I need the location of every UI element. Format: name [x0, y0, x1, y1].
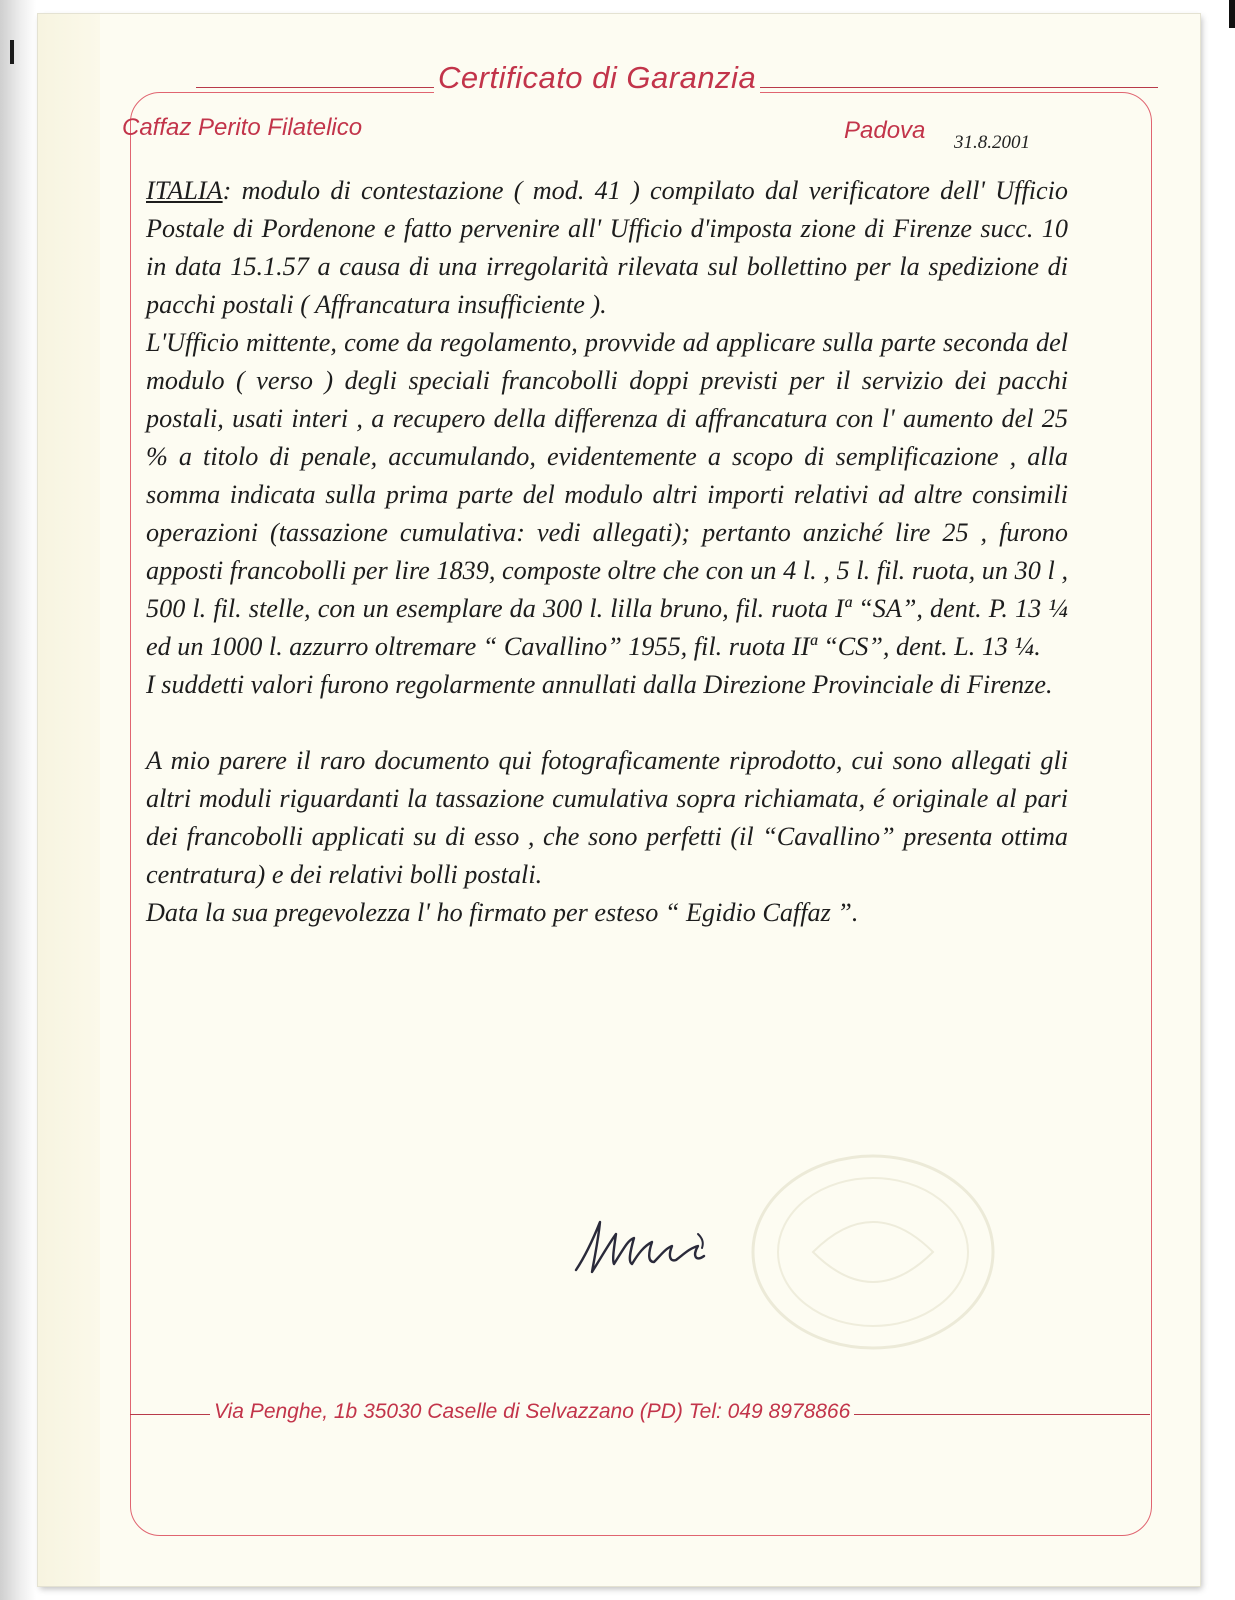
paragraph-signed: Data la sua pregevolezza l' ho firmato per esteso “ Egidio Caffaz ”.: [146, 898, 859, 927]
certificate-title: Certificato di Garanzia: [434, 60, 760, 96]
paragraph-cancellation: I suddetti valori furono regolarmente annullati dalla Direzione Provinciale di Firenze.: [146, 670, 1053, 699]
certificate-date: 31.8.2001: [954, 132, 1030, 153]
embossed-seal: [728, 1132, 1018, 1372]
certificate-body: [146, 172, 1068, 932]
expert-name: Caffaz Perito Filatelico: [122, 114, 363, 141]
paragraph-franking: L'Ufficio mittente, come da regolamento, provvide ad applicare sulla parte seconda del modulo ( verso ) degli speciali francobolli doppi previsti per il servizio dei pacchi postali, usati interi , a recupero della differenza di affrancatura con l' aumento del 25 % a titolo di penale, accumulando, evidentemente a scopo di semplificazione , alla somma indicata sulla prima parte del modulo altri importi relativi ad altre consimili operazioni (tassazione cumulativa: vedi allegati); pertanto anziché lire 25 , furono apposti francobolli per lire 1839, composte oltre che con un 4 l. , 5 l. fil. ruota, un 30 l , 500 l. fil. stelle, con un esemplare da 300 l. lilla bruno, fil. ruota Iª “SA”, dent. P. 13 ¼ ed un 1000 l. azzurro oltremare “ Cavallino” 1955, fil. ruota IIª “CS”, dent. L. 13 ¼.: [146, 328, 1068, 661]
paragraph-opinion: A mio parere il raro documento qui fotograficamente riprodotto, cui sono allegati gli altri moduli riguardanti la tassazione cumulativa sopra richiamata, é originale al pari dei francobolli applicati su di esso , che sono perfetti (il “Cavallino” presenta ottima centratura) e dei relativi bolli postali.: [146, 746, 1068, 889]
certificate-page: [38, 14, 1200, 1586]
certificate-city: Padova: [844, 117, 926, 144]
description-text: : modulo di contestazione ( mod. 41 ) compilato dal verificatore dell' Ufficio Postale di Pordenone e fatto pervenire all' Ufficio d'imposta zione di Firenze succ. 10 in data 15.1.57 a causa di una irregolarità rilevata sul bollettino per la spedizione di pacchi postali ( Affrancatura insufficiente ).: [146, 176, 1068, 319]
paper-fold: [38, 14, 100, 1586]
paragraph-description: [146, 172, 1068, 324]
country-label: ITALIA: [146, 176, 223, 205]
scan-edge-top-right: [1229, 0, 1235, 28]
scan-edge-left: [0, 0, 36, 1600]
signature: [568, 1212, 728, 1282]
footer-address: Via Penghe, 1b 35030 Caselle di Selvazzano (PD) Tel: 049 8978866: [210, 1400, 854, 1424]
